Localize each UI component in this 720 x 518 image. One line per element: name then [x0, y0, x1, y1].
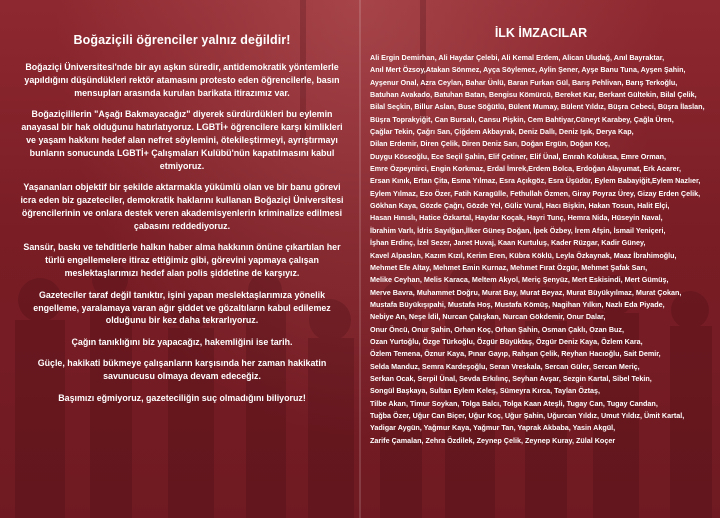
signatory-line: Nebiye An, Neşe İdil, Nurcan Çalışkan, Nurcan Gökdemir, Onur Dalar, [370, 312, 606, 322]
signatory-line: Ersan Kınık, Ertan Çita, Esma Yılmaz, Esra Açıkgöz, Esra Üşüdür, Eylem Babayiğit,Eylem Nazlıer, [370, 176, 701, 186]
signatory-line: Zarife Çamalan, Zehra Özdilek, Zeynep Çelik, Zeynep Kuray, Zülal Koçer [370, 435, 616, 445]
statement-paragraph: Gazeteciler taraf değil tanıktır, işini yapan meslektaşlarımıza yönelik engelleme, yaralamaya varan ağır şiddet ve gözaltıların kabul edilemez olduğunu bir kez daha tekrarlıyoruz. [33, 289, 331, 326]
signatory-line: Selda Manduz, Semra Kardeşoğlu, Seran Vreskala, Sercan Güler, Sercan Meriç, [370, 361, 640, 371]
statement-paragraph: Boğaziçililerin "Aşağı Bakmayacağız" diyerek sürdürdükleri bu eylemin anayasal bir hak olduğunu hatırlatıyoruz. LGBTİ+ öğrencilere karşı kimlikleri ve yaşam hakkını hedef alan nefret söylemini, ötekileştirmeyi, ayrıştırmayı bunların sonucunda LGBTİ+ Çalışmaları Kulübü'nün kapatılmasını kabul etmiyoruz. [21, 109, 343, 171]
signatory-line: Duygu Köseoğlu, Ece Seçil Şahin, Elif Çetiner, Elif Ünal, Emrah Kolukısa, Emre Orman, [370, 151, 666, 161]
signatory-line: Özlem Temena, Öznur Kaya, Pınar Gayıp, Rahşan Çelik, Reyhan Hacıoğlu, Sait Demir, [370, 349, 661, 359]
signatory-line: Gökhan Kaya, Gözde Çağrı, Gözde Yel, Güliz Vural, Hacı Bişkin, Hakan Tosun, Halit Elçi, [370, 201, 670, 211]
statement-title: Boğaziçili öğrenciler yalnız değildir! [73, 33, 291, 47]
signatory-line: Hasan Hınıslı, Hatice Özkartal, Haydar Koçak, Hayri Tunç, Hemra Nida, Hüseyin Naval, [370, 213, 663, 223]
signatory-line: Anıl Mert Özsoy,Atakan Sönmez, Ayça Söylemez, Aylin Şener, Ayşe Banu Tuna, Ayşen Şahin, [370, 65, 686, 75]
signatory-line: Songül Başkaya, Sultan Eylem Keleş, Sümeyra Kırca, Taylan Öztaş, [370, 386, 600, 396]
signatory-line: Onur Öncü, Onur Şahin, Orhan Koç, Orhan Şahin, Osman Çaklı, Ozan Buz, [370, 324, 624, 334]
signatories-title: İLK İMZACILAR [494, 26, 588, 40]
signatory-line: Ozan Yurtoğlu, Özge Türkoğlu, Özgür Büyüktaş, Özgür Deniz Kaya, Özlem Kara, [370, 336, 643, 346]
signatory-line: Melike Ceyhan, Melis Karaca, Meltem Akyol, Meriç Şenyüz, Mert Eskisindi, Mert Gümüş, [370, 275, 669, 285]
signatory-line: Büşra Toprakyiğit, Can Bursalı, Cansu Pişkin, Cem Bahtiyar,Cüneyt Karabey, Çağla Üren, [370, 114, 674, 124]
signatory-line: Serkan Ocak, Serpil Ünal, Sevda Erkılınç, Seyhan Avşar, Sezgin Kartal, Sibel Tekin, [370, 373, 652, 383]
signatory-line: İşhan Erdinç, İzel Sezer, Janet Huvaj, Kaan Kurtuluş, Kader Rüzgar, Kadir Güney, [370, 238, 646, 248]
statement-paragraph: Boğaziçi Üniversitesi'nde bir ayı aşkın süredir, antidemokratik yöntemlerle yapıldığını düşündükleri rektör atamasını protesto eden öğrencilerle, basın mensupları arasında kurulan barikata itirazımız var. [24, 62, 340, 98]
statement-paragraph: Başımızı eğmiyoruz, gazeteciliğin suç olmadığını biliyoruz! [58, 392, 306, 403]
signatory-line: Tuğba Özer, Uğur Can Biçer, Uğur Koç, Uğur Şahin, Uğurcan Yıldız, Umut Yıldız, Ümit Kartal, [370, 410, 685, 420]
signatory-line: Çağlar Tekin, Çağrı San, Çiğdem Akbayrak, Deniz Dallı, Deniz Işık, Derya Kap, [370, 127, 634, 137]
signatory-line: Kavel Alpaslan, Kazım Kızıl, Kerim Eren, Kübra Köklü, Leyla Özkaynak, Maaz İbrahimoğlu, [370, 250, 677, 260]
signatory-line: Eylem Yılmaz, Ezo Özer, Fatih Karagülle, Fethullah Özmen, Giray Poyraz Ürey, Gizay Erden Çelik, [370, 188, 701, 198]
signatory-line: Ali Ergin Demirhan, Ali Haydar Çelebi, Ali Kemal Erdem, Alican Uludağ, Anıl Bayraktar, [370, 53, 665, 62]
signatory-line: Batuhan Avakado, Batuhan Batan, Bengisu Kömürcü, Bereket Kar, Berkant Gültekin, Bilal Çelik, [370, 90, 697, 100]
signatory-line: Bilal Seçkin, Billur Aslan, Buse Söğütlü, Bülent Mumay, Bülent Yıldız, Büşra Cebeci, Büşra İlaslan, [370, 102, 705, 112]
signatory-line: Dilan Erdemir, Diren Çelik, Diren Deniz Sarı, Doğan Ergün, Doğan Koç, [370, 139, 611, 149]
statement-paragraph: Çağın tanıklığını biz yapacağız, hakemliğini ise tarih. [71, 336, 293, 347]
signatory-line: Merve Bavra, Muhammet Doğru, Murat Bay, Murat Beyaz, Murat Büyükyılmaz, Murat Çokan, [370, 287, 682, 297]
signatory-line: İbrahim Varlı, İdris Sayılğan,İlker Güneş Doğan, İpek Özbey, İrem Afşin, İsmail Yeniçeri, [370, 225, 666, 235]
signatory-line: Mustafa Büyükışıpahi, Mustafa Hoş, Mustafa Kömüş, Nagihan Yılkın, Nazlı Eda Piyade, [370, 299, 665, 309]
statement-paragraph: Sansür, baskı ve tehditlerle halkın haber alma hakkının önüne çıkartılan her türlü engellemelere itiraz ettiğimiz gibi, görevini yapmaya çalışan meslektaşlarımızı hedef alan polis şiddetine de karşıyız. [23, 242, 341, 279]
signatories-list [370, 52, 712, 447]
statement-paragraph: Yaşananları objektif bir şekilde aktarmakla yükümlü olan ve bir banu görevi icra eden biz gazeteciler, demokratik haklarını kullanan Boğaziçi Üniversitesi öğrencilerinin ve onlara destek veren akademisyenlerin kriminalize edilmesi çabasını reddediyoruz. [20, 182, 344, 231]
signatory-line: Yadigar Aygün, Yağmur Kaya, Yağmur Tan, Yaprak Akbaba, Yasin Akgül, [370, 423, 616, 433]
signatories-panel [360, 0, 720, 518]
statement-paragraph: Güçle, hakikati bükmeye çalışanların karşısında her zaman hakikatin savunucusu olmaya devam edeceğiz. [37, 358, 327, 382]
signatory-line: Ayşenur Onal, Azra Ceylan, Bahar Ünlü, Baran Furkan Gül, Barış Pehlivan, Barış Terkoğlu, [370, 77, 678, 87]
signatory-line: Mehmet Efe Altay, Mehmet Emin Kurnaz, Mehmet Fırat Özgür, Mehmet Şafak Sarı, [370, 262, 648, 272]
signatory-line: Tilbe Akan, Timur Soykan, Tolga Balcı, Tolga Kaan Ateşli, Tugay Can, Tugay Candan, [370, 398, 658, 408]
signatory-line: Emre Özpeynirci, Engin Korkmaz, Erdal İmrek,Erdem Bolca, Erdoğan Alayumat, Erk Acarer, [370, 164, 682, 174]
